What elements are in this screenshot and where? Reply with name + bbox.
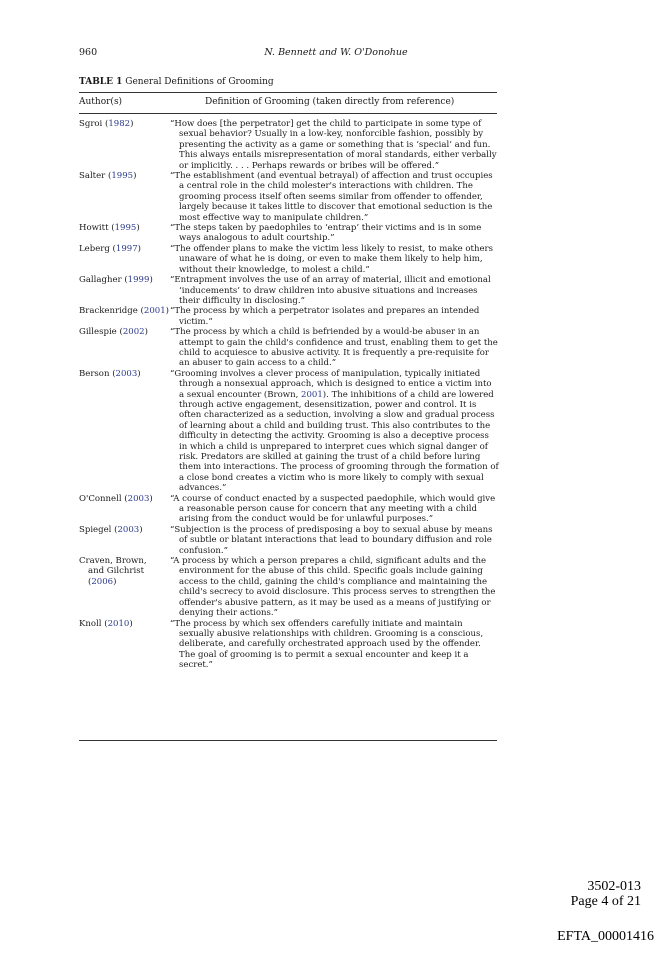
definition-text: “How does [the perpetrator] get the child to participate in some type of sexual behavior? Usually in a low-key, nonforcible fashion, possibly by presenting the activity as a game or something that is ‘special’ and fun. This always entails misrepresentation of moral standards, either verbally or implicitly. . . . Perhaps rewards or bribes will be offered.” [170, 119, 497, 171]
author-name: Knoll [79, 618, 102, 629]
citation-year-link[interactable]: 2003 [115, 368, 138, 379]
table-row [79, 494, 499, 525]
author-cell: Knoll (2010) [79, 618, 133, 629]
column-header-author: Author(s) [79, 97, 123, 107]
table-row [79, 369, 499, 494]
definition-cell [170, 525, 499, 556]
efta-stamp: EFTA_00001416 [557, 929, 654, 944]
author-cell: Berson (2003) [79, 368, 141, 379]
author-cell: Leberg (1997) [79, 243, 141, 254]
definition-text: “Grooming involves a clever process of manipulation, typically initiated through a nonsexual approach, which is designed to entice a victim into a sexual encounter (Brown, [170, 368, 492, 400]
author-name: Salter [79, 171, 106, 182]
definition-cell [170, 119, 499, 171]
author-cell: Salter (1995) [79, 171, 137, 182]
definition-cell [170, 494, 499, 525]
author-cell: Gillespie (2002) [79, 327, 148, 338]
citation-year-link[interactable]: 1999 [127, 275, 150, 286]
table-row [79, 171, 499, 223]
author-cell: Howitt (1995) [79, 223, 140, 234]
definition-cell [170, 275, 499, 306]
definition-cell [170, 306, 499, 327]
author-cell: O'Connell (2003) [79, 493, 153, 504]
definition-cell [170, 556, 499, 618]
author-name: O'Connell [79, 493, 122, 504]
definition-text: “The process by which a perpetrator isolates and prepares an intended victim.” [170, 306, 480, 327]
author-cell: Sgroi (1982) [79, 119, 134, 129]
definition-text: “The steps taken by paedophiles to ‘entrap’ their victims and is in some ways analogous to adult courtship.” [170, 223, 482, 244]
table-caption [79, 77, 274, 87]
author-name-continued: and Gilchrist [88, 566, 145, 577]
author-cell: Brackenridge (2001) [79, 306, 169, 317]
definition-cell [170, 619, 499, 671]
author-cell: Gallagher (1999) [79, 275, 153, 286]
citation-year-link[interactable]: 1982 [108, 119, 131, 129]
author-name: Spiegel [79, 524, 112, 535]
citation-year-link[interactable]: 2003 [117, 524, 140, 535]
table-bottom-rule [79, 740, 497, 741]
author-cell: Spiegel (2003) [79, 524, 143, 535]
table-row [79, 619, 499, 671]
definition-cell [170, 171, 499, 223]
citation-year-link[interactable]: 2010 [107, 618, 130, 629]
author-name: Gallagher [79, 275, 122, 286]
author-cell: Craven, Brown, and Gilchrist (2006) [79, 556, 147, 587]
definition-cell [170, 223, 499, 244]
definition-cell [170, 244, 499, 275]
table-row [79, 556, 499, 618]
column-header-definition: Definition of Grooming (taken directly from reference) [205, 97, 455, 107]
definition-text: “Entrapment involves the use of an array of material, illicit and emotional ‘inducements’ to draw children into abusive situations and increases their difficulty in disclosing.” [170, 275, 491, 306]
table-row [79, 327, 499, 369]
document-id-stamp: 3502-013 [587, 879, 641, 894]
citation-year-link[interactable]: 2003 [127, 493, 150, 504]
citation-year-link[interactable]: 1995 [114, 223, 137, 234]
table-body [79, 119, 499, 671]
definition-text: “A course of conduct enacted by a suspected paedophile, which would give a reasonable person cause for concern that any meeting with a child arising from the conduct would be for unlawful purposes.” [170, 493, 496, 525]
table-header-rule [79, 113, 497, 114]
table-row [79, 275, 499, 306]
page-of-stamp: Page 4 of 21 [570, 894, 641, 909]
table-top-rule [79, 92, 497, 93]
definition-text: “The establishment (and eventual betrayal) of affection and trust occupies a central role in the child molester's interactions with children. The grooming process itself often seems similar from offender to offender, largely because it takes little to discover that emotional seduction is the most effective way to manipulate children.” [170, 171, 493, 223]
definition-text-continued: ). The inhibitions of a child are lowered through active engagement, desensitization, power and control. It is often characterized as a seduction, involving a slow and gradual process of learning about a child and building trust. This also contributes to the difficulty in detecting the activity. Grooming is also a deceptive process in which a child is unprepared to interpret cues which signal danger of risk. Predators are skilled at gaining the trust of a child before luring them into interactions. The process of grooming through the formation of a close bond creates a victim who is more likely to comply with sexual advances.” [179, 389, 499, 494]
table-row [79, 525, 499, 556]
definition-text: “A process by which a person prepares a child, significant adults and the environment for the abuse of this child. Specific goals include gaining access to the child, gaining the child's compliance and maintaining the child's secrecy to avoid disclosure. This process serves to strengthen the offender's abusive pattern, as it may be used as a means of justifying or denying their actions.” [170, 556, 496, 619]
citation-year-link[interactable]: 1997 [115, 243, 138, 254]
author-name: Gillespie [79, 327, 117, 338]
definition-cell [170, 327, 499, 369]
table-row [79, 306, 499, 327]
definition-text: “The offender plans to make the victim less likely to resist, to make others unaware of what he is doing, or even to make them likely to help him, without their knowledge, to molest a child.” [170, 243, 494, 275]
running-head: N. Bennett and W. O'Donohue [264, 47, 408, 58]
citation-year-link[interactable]: 2006 [91, 576, 114, 587]
table-caption-text: General Definitions of Grooming [125, 77, 274, 87]
table-label: TABLE 1 [79, 77, 123, 87]
author-name: Craven, Brown, [79, 556, 147, 567]
author-name: Berson [79, 368, 110, 379]
table-row [79, 119, 499, 171]
author-name: Brackenridge [79, 306, 138, 317]
definition-text: “The process by which sex offenders carefully initiate and maintain sexually abusive relationships with children. Grooming is a conscious, deliberate, and carefully orchestrated approach used by the offender. The goal of grooming is to permit a sexual encounter and keep it a secret.” [170, 618, 484, 671]
author-name: Howitt [79, 223, 109, 234]
citation-year-link[interactable]: 2001 [143, 306, 166, 317]
definition-text: “The process by which a child is befriended by a would-be abuser in an attempt to gain the child's confidence and trust, enabling them to get the child to acquiesce to abusive activity. It is frequently a pre-requisite for an abuser to gain access to a child.” [170, 327, 498, 369]
inline-citation-link[interactable]: 2001 [301, 389, 323, 400]
citation-year-link[interactable]: 2002 [122, 327, 145, 338]
page-number: 960 [79, 47, 98, 58]
definition-cell [170, 369, 499, 494]
definition-text: “Subjection is the process of predisposing a boy to sexual abuse by means of subtle or blatant interactions that lead to boundary diffusion and role confusion.” [170, 524, 493, 556]
table-row [79, 223, 499, 244]
author-name: Sgroi [79, 119, 103, 129]
author-name: Leberg [79, 243, 110, 254]
table-row [79, 244, 499, 275]
citation-year-link[interactable]: 1995 [111, 171, 134, 182]
